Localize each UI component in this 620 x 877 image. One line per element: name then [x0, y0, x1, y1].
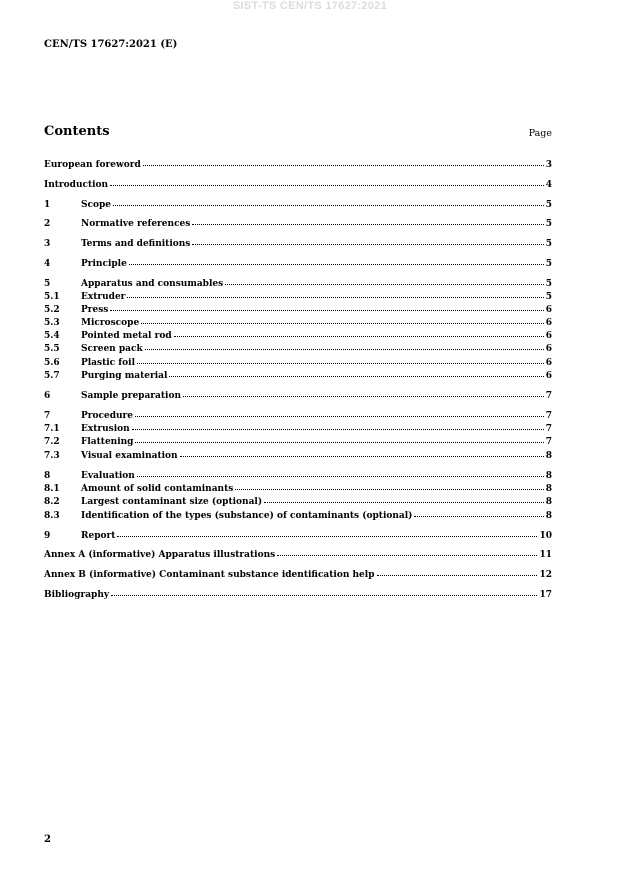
toc-entry-number: 3 [44, 239, 51, 249]
toc-entry[interactable] [44, 422, 552, 434]
toc-entry[interactable] [44, 509, 552, 521]
toc-entry-number: 5.7 [44, 371, 60, 381]
toc-entry-number: 4 [44, 259, 51, 269]
toc-entry-page: 7 [545, 437, 552, 447]
toc-entry[interactable] [44, 290, 552, 302]
toc-entry-number: 7.2 [44, 437, 60, 447]
toc-entry[interactable] [44, 237, 552, 249]
toc-dot-leader [141, 315, 544, 324]
toc-entry-number: 5.4 [44, 331, 60, 341]
toc-entry[interactable] [44, 469, 552, 481]
toc-dot-leader [117, 528, 537, 537]
toc-entry-title: Terms and definitions [81, 239, 191, 249]
toc-entry-page: 8 [545, 451, 552, 461]
toc-dot-leader [235, 481, 543, 490]
toc-entry-page: 5 [545, 239, 552, 249]
toc-entry-page: 5 [545, 259, 552, 269]
toc-entry-page: 7 [545, 391, 552, 401]
toc-entry-title: Plastic foil [81, 358, 135, 368]
toc-entry-title: Scope [81, 200, 112, 210]
toc-entry[interactable] [44, 548, 552, 560]
toc-dot-leader [174, 328, 544, 337]
toc-entry-number: 8 [44, 471, 51, 481]
toc-entry-title: Identification of the types (substance) of contaminants (optional) [81, 511, 413, 521]
toc-entry-title: Visual examination [81, 451, 178, 461]
toc-dot-leader [127, 289, 543, 298]
page-number: 2 [44, 834, 51, 845]
toc-entry[interactable] [44, 257, 552, 269]
toc-dot-leader [377, 567, 538, 576]
toc-dot-leader [110, 177, 544, 186]
toc-entry-title: Pointed metal rod [81, 331, 172, 341]
toc-entry-number: 5.6 [44, 358, 60, 368]
toc-entry-number: 5.1 [44, 292, 60, 302]
toc-entry-number: 7.1 [44, 424, 60, 434]
toc-entry-page: 5 [545, 200, 552, 210]
toc-entry-page: 6 [545, 344, 552, 354]
toc-entry-title: Apparatus and consumables [81, 279, 224, 289]
toc-entry-page: 6 [545, 305, 552, 315]
toc-entry[interactable] [44, 529, 552, 541]
toc-entry-number: 6 [44, 391, 51, 401]
toc-entry[interactable] [44, 329, 552, 341]
toc-entry[interactable] [44, 449, 552, 461]
toc-dot-leader [169, 368, 543, 377]
toc-entry-page: 4 [545, 180, 552, 190]
toc-dot-leader [143, 157, 544, 166]
toc-entry-page: 6 [545, 371, 552, 381]
toc-entry-page: 8 [545, 471, 552, 481]
toc-entry[interactable] [44, 369, 552, 381]
toc-entry[interactable] [44, 217, 552, 229]
toc-dot-leader [145, 341, 544, 350]
toc-dot-leader [132, 421, 544, 430]
toc-dot-leader [225, 276, 544, 285]
toc-entry-number: 7 [44, 411, 51, 421]
toc-dot-leader [135, 434, 543, 443]
toc-dot-leader [137, 468, 544, 477]
toc-entry[interactable] [44, 409, 552, 421]
toc-entry-title: European foreword [44, 160, 141, 170]
toc-entry[interactable] [44, 277, 552, 289]
toc-entry-title: Procedure [81, 411, 134, 421]
toc-dot-leader [414, 508, 543, 517]
toc-entry-number: 7.3 [44, 451, 60, 461]
toc-entry-page: 5 [545, 219, 552, 229]
toc-dot-leader [111, 587, 537, 596]
toc-entry-title: Report [81, 531, 116, 541]
toc-entry[interactable] [44, 435, 552, 447]
toc-entry-title: Introduction [44, 180, 109, 190]
toc-entry-number: 9 [44, 531, 51, 541]
document-id: CEN/TS 17627:2021 (E) [44, 39, 178, 50]
toc-entry[interactable] [44, 495, 552, 507]
toc-entry-number: 8.1 [44, 484, 60, 494]
toc-entry-title: Screen pack [81, 344, 143, 354]
toc-entry-title: Microscope [81, 318, 140, 328]
toc-entry[interactable] [44, 178, 552, 190]
toc-dot-leader [180, 448, 544, 457]
toc-dot-leader [110, 302, 543, 311]
toc-entry-page: 5 [545, 292, 552, 302]
toc-entry[interactable] [44, 356, 552, 368]
toc-dot-leader [113, 197, 544, 206]
toc-dot-leader [192, 216, 543, 225]
toc-entry-page: 6 [545, 358, 552, 368]
contents-heading: Contents [44, 124, 110, 139]
toc-entry-number: 8.2 [44, 497, 60, 507]
toc-entry-number: 8.3 [44, 511, 60, 521]
toc-entry-title: Sample preparation [81, 391, 182, 401]
toc-entry-page: 7 [545, 424, 552, 434]
toc-dot-leader [137, 355, 544, 364]
toc-entry-page: 8 [545, 511, 552, 521]
toc-entry[interactable] [44, 389, 552, 401]
toc-entry[interactable] [44, 342, 552, 354]
toc-entry-page: 8 [545, 484, 552, 494]
toc-entry-number: 5.3 [44, 318, 60, 328]
toc-entry[interactable] [44, 198, 552, 210]
toc-entry[interactable] [44, 568, 552, 580]
toc-entry-number: 2 [44, 219, 51, 229]
toc-entry-title: Evaluation [81, 471, 135, 481]
toc-entry-title: Principle [81, 259, 127, 269]
toc-entry[interactable] [44, 316, 552, 328]
toc-entry[interactable] [44, 158, 552, 170]
toc-dot-leader [264, 494, 544, 503]
toc-dot-leader [183, 388, 544, 397]
toc-entry-page: 17 [539, 590, 552, 600]
toc-entry-title: Press [81, 305, 109, 315]
toc-entry-title: Annex A (informative) Apparatus illustrations [44, 550, 276, 560]
toc-entry-number: 5.5 [44, 344, 60, 354]
watermark: SIST-TS CEN/TS 17627:2021 [232, 0, 388, 12]
toc-entry-page: 5 [545, 279, 552, 289]
toc-dot-leader [192, 236, 543, 245]
toc-entry-title: Extruder [81, 292, 126, 302]
toc-entry-page: 11 [539, 550, 552, 560]
toc-entry-page: 3 [545, 160, 552, 170]
toc-entry-title: Purging material [81, 371, 168, 381]
toc-entry-title: Largest contaminant size (optional) [81, 497, 263, 507]
toc-entry-number: 5.2 [44, 305, 60, 315]
toc-entry-title: Normative references [81, 219, 191, 229]
toc-entry-title: Annex B (informative) Contaminant substance identification help [44, 570, 375, 580]
toc-entry-page: 12 [539, 570, 552, 580]
toc-entry-number: 5 [44, 279, 51, 289]
toc-entry[interactable] [44, 482, 552, 494]
toc-entry[interactable] [44, 588, 552, 600]
toc-entry-page: 6 [545, 318, 552, 328]
toc-entry-page: 10 [539, 531, 552, 541]
toc-entry[interactable] [44, 303, 552, 315]
toc-dot-leader [135, 408, 544, 417]
toc-entry-title: Bibliography [44, 590, 110, 600]
toc-entry-page: 8 [545, 497, 552, 507]
toc-entry-number: 1 [44, 200, 51, 210]
toc-entry-title: Flattening [81, 437, 134, 447]
toc-entry-title: Extrusion [81, 424, 130, 434]
toc-entry-page: 6 [545, 331, 552, 341]
page-column-label: Page [528, 128, 552, 139]
toc-entry-title: Amount of solid contaminants [81, 484, 234, 494]
toc-dot-leader [277, 547, 537, 556]
toc-entry-page: 7 [545, 411, 552, 421]
toc-dot-leader [129, 256, 544, 265]
